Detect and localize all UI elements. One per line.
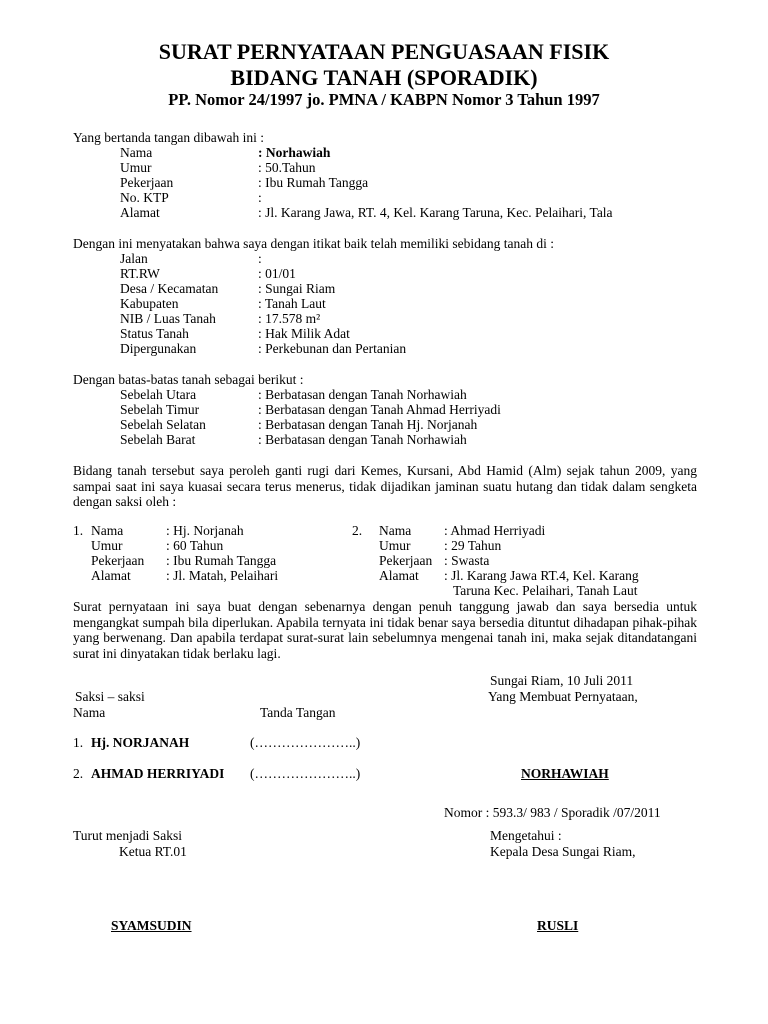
boundaries-details: [120, 387, 720, 447]
declarant-details: [120, 145, 720, 220]
sign-1-line: (…………………..): [250, 735, 361, 750]
statement-text: Dengan ini menyatakan bahwa saya dengan itikat baik telah memiliki sebidang tanah di :: [73, 236, 554, 251]
acquisition-paragraph: Bidang tanah tersebut saya peroleh ganti rugi dari Kemes, Kursani, Abd Hamid (Alm) sejak tahun 2009, yang sampai saat ini saya kuasai secara terus menerus, tidak dijadikan jaminan suatu hutang dan tidak dalam sengketa dengan saksi oleh :: [73, 463, 697, 509]
declarant-ktp-row: No. KTP :: [120, 190, 262, 205]
land-details: [120, 251, 720, 356]
sign-1-number: 1.: [73, 735, 84, 750]
title-regulation: PP. Nomor 24/1997 jo. PMNA / KABPN Nomor 3 Tahun 1997: [168, 90, 600, 109]
land-row: Dipergunakan : Perkebunan dan Pertanian: [120, 341, 407, 356]
boundary-row: Sebelah Selatan : Berbatasan dengan Tanah Hj. Norjanah: [120, 417, 478, 432]
land-row: Jalan :: [120, 251, 262, 266]
land-row: RT.RW : 01/01: [120, 266, 296, 281]
witness-2-details: Nama : Ahmad Herriyadi Umur : 29 Tahun Pekerjaan : Swasta Alamat : Jl. Karang Jawa RT.4, Kel. Karang Taruna Kec. Pelaihari, Tanah Laut: [379, 523, 639, 598]
declarant-age-row: Umur : 50.Tahun: [120, 160, 316, 175]
maker-label: Yang Membuat Pernyataan,: [488, 689, 638, 704]
land-row: Kabupaten : Tanah Laut: [120, 296, 326, 311]
sign-1-name: Hj. NORJANAH: [91, 735, 190, 750]
maker-name: NORHAWIAH: [521, 766, 609, 781]
place-date: Sungai Riam, 10 Juli 2011: [490, 673, 634, 688]
land-row: Desa / Kecamatan : Sungai Riam: [120, 281, 336, 296]
intro-text: Yang bertanda tangan dibawah ini :: [73, 130, 264, 145]
boundary-row: Sebelah Utara : Berbatasan dengan Tanah Norhawiah: [120, 387, 467, 402]
sign-2-name: AHMAD HERRIYADI: [91, 766, 225, 781]
closing-paragraph: Surat pernyataan ini saya buat dengan sebenarnya dengan penuh tanggung jawab dan saya bersedia untuk mengangkat sumpah bila diperlukan. Apabila ternyata ini tidak benar saya bersedia dituntut dihadapan pihak-pihak yang berwenang. Dan apabila terdapat surat-surat lain sebelumnya mengenai tanah ini, maka sejak ditandatangani surat ini dinyatakan tidak berlaku lagi.: [73, 599, 697, 661]
rt-name: SYAMSUDIN: [111, 918, 192, 933]
boundary-row: Sebelah Barat : Berbatasan dengan Tanah Norhawiah: [120, 432, 467, 447]
land-row: Status Tanah : Hak Milik Adat: [120, 326, 350, 341]
column-name-label: Nama: [73, 705, 106, 720]
declarant-address-row: Alamat : Jl. Karang Jawa, RT. 4, Kel. Karang Taruna, Kec. Pelaihari, Tala: [120, 205, 613, 220]
witness-1-details: Nama : Hj. Norjanah Umur : 60 Tahun Pekerjaan : Ibu Rumah Tangga Alamat : Jl. Matah, Pelaihari: [91, 523, 279, 583]
boundaries-intro: Dengan batas-batas tanah sebagai berikut :: [73, 372, 304, 387]
sign-2-number: 2.: [73, 766, 84, 781]
rt-role: Ketua RT.01: [119, 844, 187, 859]
witness-1-number: 1.: [73, 523, 84, 538]
kades-name: RUSLI: [537, 918, 579, 933]
declarant-job-row: Pekerjaan : Ibu Rumah Tangga: [120, 175, 369, 190]
witnesses-heading: Saksi – saksi: [75, 689, 145, 704]
column-signature-label: Tanda Tangan: [260, 705, 336, 720]
sign-2-line: (…………………..): [250, 766, 361, 781]
declarant-name-row: Nama : Norhawiah: [120, 145, 331, 160]
turut-saksi-label: Turut menjadi Saksi: [73, 828, 183, 843]
mengetahui-label: Mengetahui :: [490, 828, 562, 843]
declarant-name: : Norhawiah: [258, 145, 331, 160]
land-row: NIB / Luas Tanah : 17.578 m²: [120, 311, 321, 326]
kades-role: Kepala Desa Sungai Riam,: [490, 844, 636, 859]
boundary-row: Sebelah Timur : Berbatasan dengan Tanah Ahmad Herriyadi: [120, 402, 501, 417]
title-line-1: SURAT PERNYATAAN PENGUASAAN FISIK: [158, 39, 610, 64]
witness-2-number: 2.: [352, 523, 363, 538]
title-line-2: BIDANG TANAH (SPORADIK): [230, 65, 538, 90]
document-number: Nomor : 593.3/ 983 / Sporadik /07/2011: [444, 805, 661, 820]
